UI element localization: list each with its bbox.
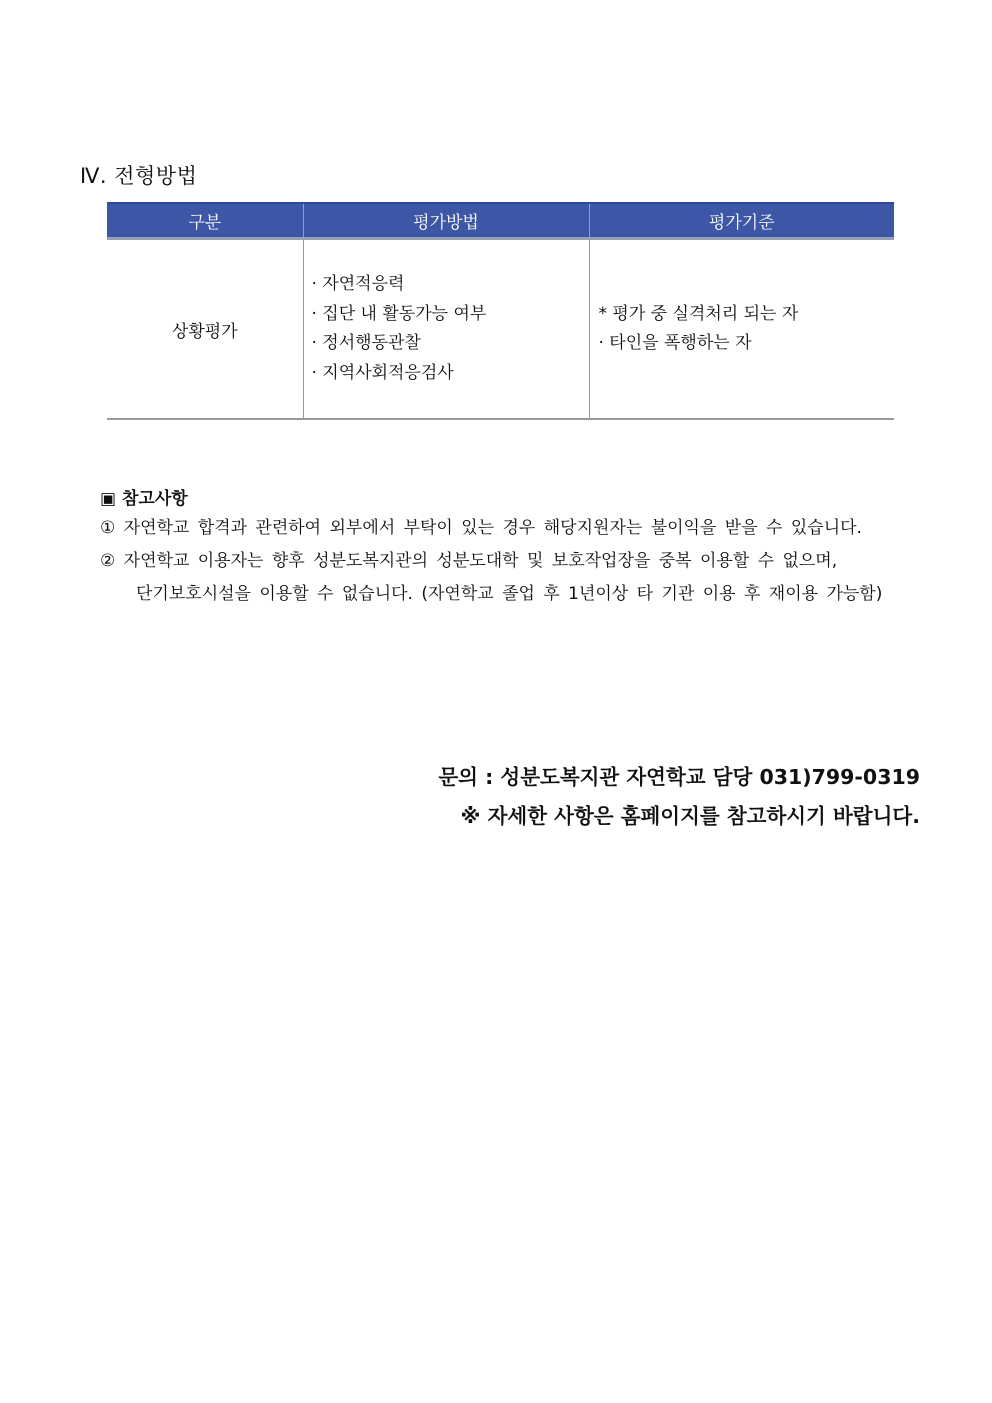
section-title: Ⅳ. 전형방법 — [80, 164, 198, 188]
reference-notes — [100, 486, 882, 611]
method-item: · 자연적응력 — [311, 274, 405, 294]
contact-info — [438, 758, 920, 836]
method-item: · 지역사회적응검사 — [311, 362, 454, 383]
header-criteria: 평가기준 — [589, 203, 894, 239]
category-cell: 상황평가 — [107, 239, 303, 420]
table-row — [107, 239, 894, 420]
method-list — [304, 270, 589, 388]
method-cell — [303, 239, 589, 420]
inquiry-line: 문의 : 성분도복지관 자연학교 담당 031)799-0319 — [438, 765, 920, 789]
notes-heading: ▣ 참고사항 — [100, 489, 188, 509]
criteria-list — [590, 300, 895, 359]
criteria-item: * 평가 중 실격처리 되는 자 — [598, 303, 799, 324]
homepage-note: ※ 자세한 사항은 홈페이지를 참고하시기 바랍니다. — [460, 804, 920, 828]
note-item-1: ① 자연학교 합격과 관련하여 외부에서 부탁이 있는 경우 해당지원자는 불이익을 받을 수 있습니다. — [100, 518, 862, 538]
method-item: · 집단 내 활동가능 여부 — [311, 303, 487, 324]
header-category: 구분 — [107, 203, 303, 239]
header-method: 평가방법 — [303, 203, 589, 239]
criteria-item: · 타인을 폭행하는 자 — [598, 333, 752, 353]
criteria-cell — [589, 239, 894, 420]
note-item-2-continued: 단기보호시설을 이용할 수 없습니다. (자연학교 졸업 후 1년이상 타 기관 이용 후 재이용 가능함) — [136, 584, 883, 604]
method-item: · 정서행동관찰 — [311, 333, 421, 353]
note-item-2: ② 자연학교 이용자는 향후 성분도복지관의 성분도대학 및 보호작업장을 중복 이용할 수 없으며, — [100, 551, 838, 571]
table-header-row — [107, 203, 894, 239]
selection-method-table — [107, 202, 894, 420]
